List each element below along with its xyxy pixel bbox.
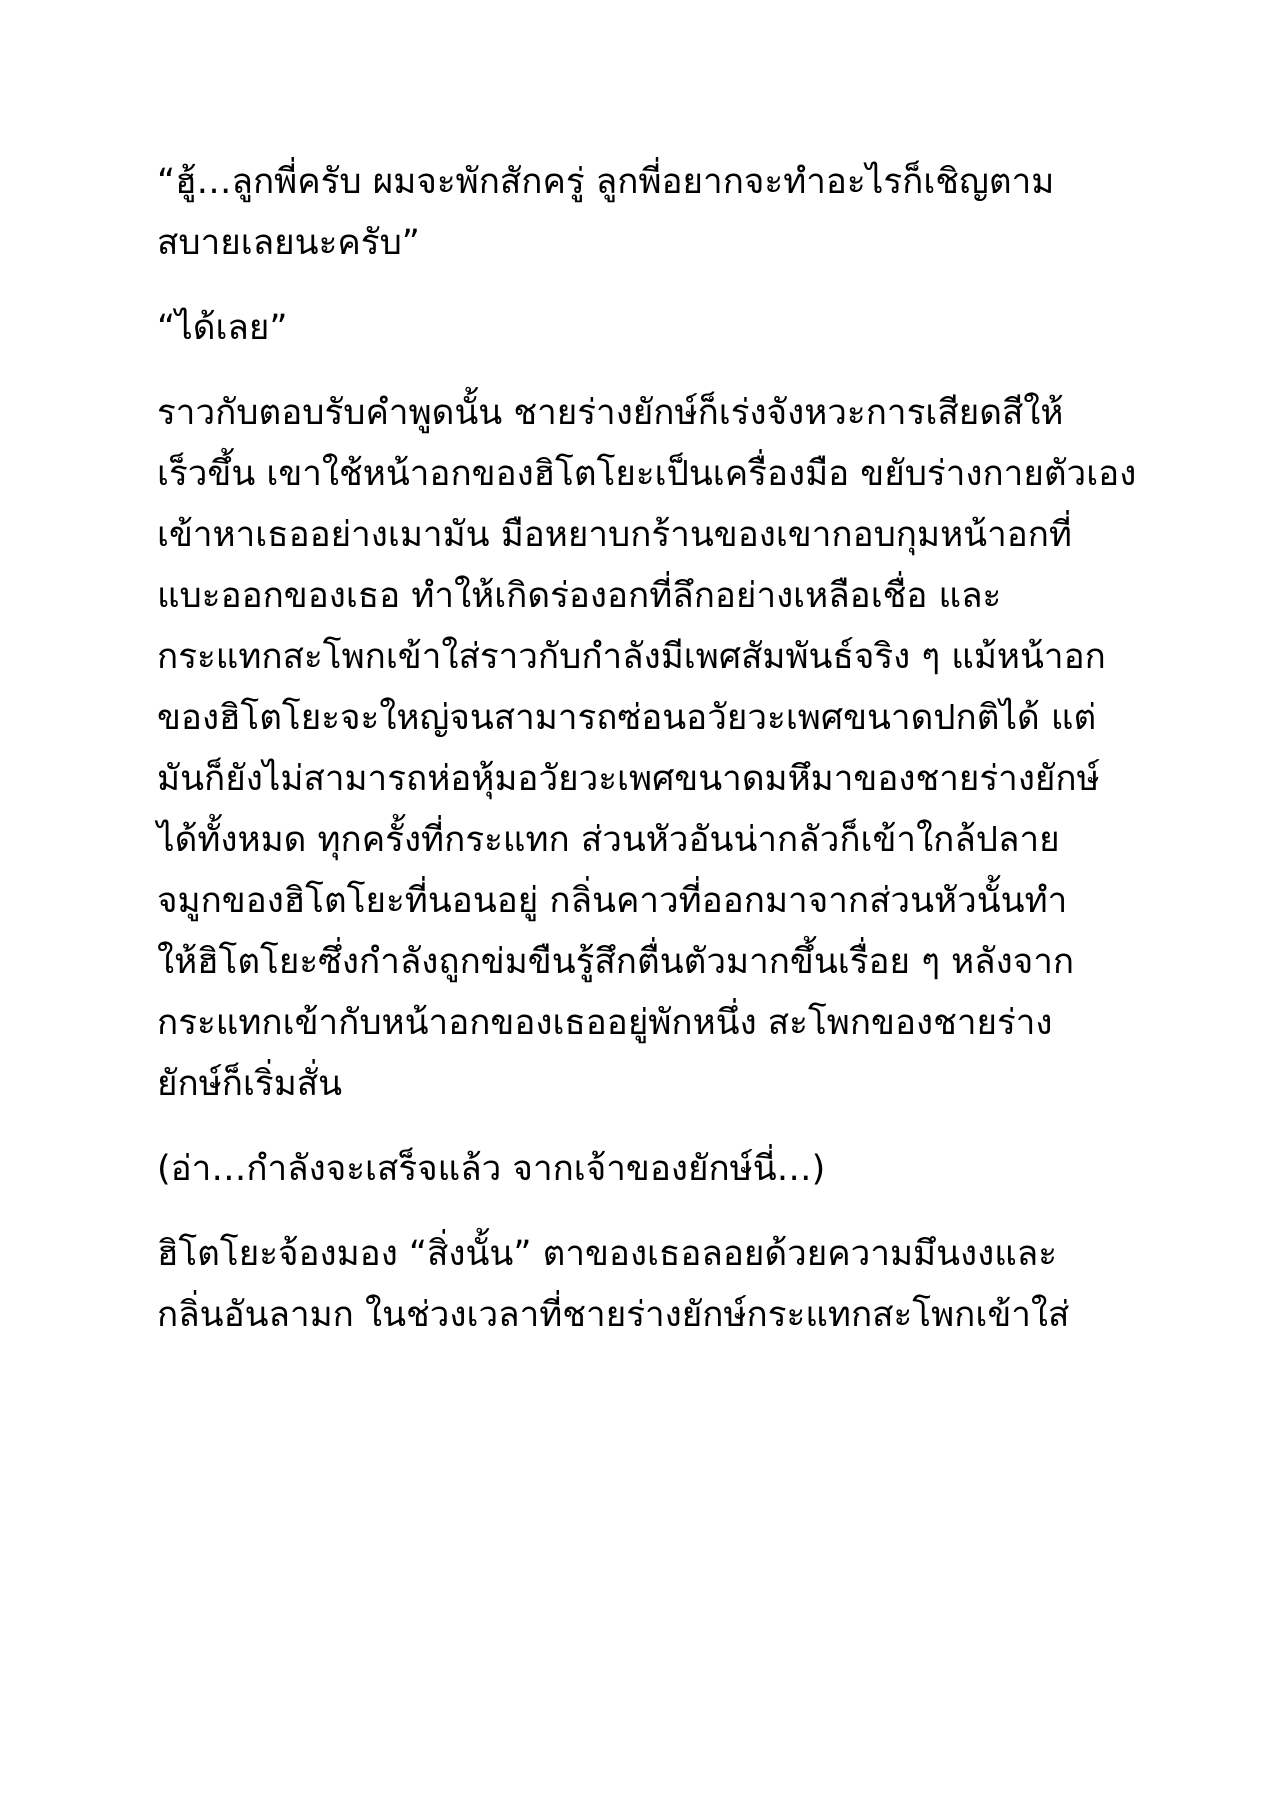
- text-line: สบายเลยนะครับ”: [157, 223, 420, 263]
- text-line: เร็วขึ้น เขาใช้หน้าอกของฮิโตโยะเป็นเครื่องมือ ขยับร่างกายตัวเอง: [157, 454, 1137, 494]
- text-line: “ได้เลย”: [157, 308, 288, 348]
- text-line: (อ่า…กำลังจะเสร็จแล้ว จากเจ้าของยักษ์นี่…): [157, 1149, 826, 1189]
- paragraph-dialogue-2: [157, 298, 1157, 359]
- text-line: ได้ทั้งหมด ทุกครั้งที่กระแทก ส่วนหัวอันน่ากลัวก็เข้าใกล้ปลาย: [157, 820, 1060, 860]
- text-line: จมูกของฮิโตโยะที่นอนอยู่ กลิ่นคาวที่ออกมาจากส่วนหัวนั้นทำ: [157, 881, 1068, 921]
- paragraph-narration-2: [157, 1224, 1157, 1346]
- text-line: ราวกับตอบรับคำพูดนั้น ชายร่างยักษ์ก็เร่งจังหวะการเสียดสีให้: [157, 393, 1064, 433]
- story-text: [157, 152, 1157, 1370]
- text-line: แบะออกของเธอ ทำให้เกิดร่องอกที่ลึกอย่างเหลือเชื่อ และ: [157, 576, 1002, 616]
- text-line: เข้าหาเธออย่างเมามัน มือหยาบกร้านของเขากอบกุมหน้าอกที่: [157, 515, 1073, 555]
- paragraph-thought: [157, 1139, 1157, 1200]
- text-line: ของฮิโตโยะจะใหญ่จนสามารถซ่อนอวัยวะเพศขนาดปกติได้ แต่: [157, 698, 1097, 738]
- text-line: กระแทกเข้ากับหน้าอกของเธออยู่พักหนึ่ง สะโพกของชายร่าง: [157, 1003, 1053, 1043]
- text-line: ฮิโตโยะจ้องมอง “สิ่งนั้น” ตาของเธอลอยด้วยความมึนงงและ: [157, 1234, 1058, 1274]
- text-line: กระแทกสะโพกเข้าใส่ราวกับกำลังมีเพศสัมพันธ์จริง ๆ แม้หน้าอก: [157, 637, 1106, 677]
- text-line: “ฮู้…ลูกพี่ครับ ผมจะพักสักครู่ ลูกพี่อยากจะทำอะไรก็เชิญตาม: [157, 162, 1055, 202]
- text-line: กลิ่นอันลามก ในช่วงเวลาที่ชายร่างยักษ์กระแทกสะโพกเข้าใส่: [157, 1295, 1070, 1335]
- text-line: ให้ฮิโตโยะซึ่งกำลังถูกข่มขืนรู้สึกตื่นตัวมากขึ้นเรื่อย ๆ หลังจาก: [157, 942, 1075, 982]
- text-line: ยักษ์ก็เริ่มสั่น: [157, 1064, 343, 1104]
- paragraph-dialogue-1: [157, 152, 1157, 274]
- text-line: มันก็ยังไม่สามารถห่อหุ้มอวัยวะเพศขนาดมหึมาของชายร่างยักษ์: [157, 759, 1100, 799]
- paragraph-narration-1: [157, 383, 1157, 1115]
